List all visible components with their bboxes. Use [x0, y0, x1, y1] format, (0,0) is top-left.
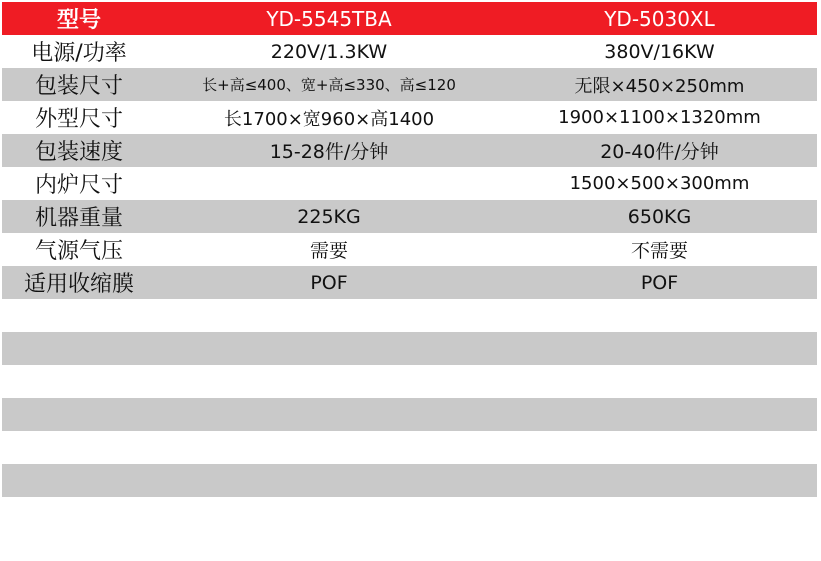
table-row [2, 266, 817, 299]
row-label: 机器重量 [2, 200, 156, 233]
empty-row [2, 398, 817, 431]
table-row [2, 200, 817, 233]
row-value-a: 220V/1.3KW [156, 35, 502, 68]
row-value-b: 无限×450×250mm [502, 68, 817, 101]
row-value-a: POF [156, 266, 502, 299]
empty-row [2, 431, 817, 464]
table-row [2, 35, 817, 68]
empty-row [2, 332, 817, 365]
row-value-b: 不需要 [502, 233, 817, 266]
row-value-a [156, 167, 502, 200]
header-model-a: YD-5545TBA [156, 2, 502, 35]
table-row [2, 134, 817, 167]
row-value-b: 1900×1100×1320mm [502, 101, 817, 134]
row-value-b: 20-40件/分钟 [502, 134, 817, 167]
empty-row [2, 464, 817, 497]
spec-table [2, 2, 817, 530]
row-label: 内炉尺寸 [2, 167, 156, 200]
row-value-b: POF [502, 266, 817, 299]
row-label: 包装速度 [2, 134, 156, 167]
empty-row [2, 299, 817, 332]
row-value-b: 1500×500×300mm [502, 167, 817, 200]
row-label: 包装尺寸 [2, 68, 156, 101]
empty-row [2, 365, 817, 398]
row-label: 适用收缩膜 [2, 266, 156, 299]
row-value-b: 380V/16KW [502, 35, 817, 68]
header-label: 型号 [2, 2, 156, 35]
row-value-a: 15-28件/分钟 [156, 134, 502, 167]
table-row [2, 101, 817, 134]
row-value-a: 长+高≤400、宽+高≤330、高≤120 [156, 68, 502, 101]
row-label: 电源/功率 [2, 35, 156, 68]
table-row [2, 233, 817, 266]
header-row [2, 2, 817, 35]
row-value-a: 225KG [156, 200, 502, 233]
row-value-a: 长1700×宽960×高1400 [156, 101, 502, 134]
row-label: 外型尺寸 [2, 101, 156, 134]
row-value-a: 需要 [156, 233, 502, 266]
row-value-b: 650KG [502, 200, 817, 233]
table-row [2, 167, 817, 200]
row-label: 气源气压 [2, 233, 156, 266]
table-row [2, 68, 817, 101]
header-model-b: YD-5030XL [502, 2, 817, 35]
empty-row [2, 497, 817, 530]
